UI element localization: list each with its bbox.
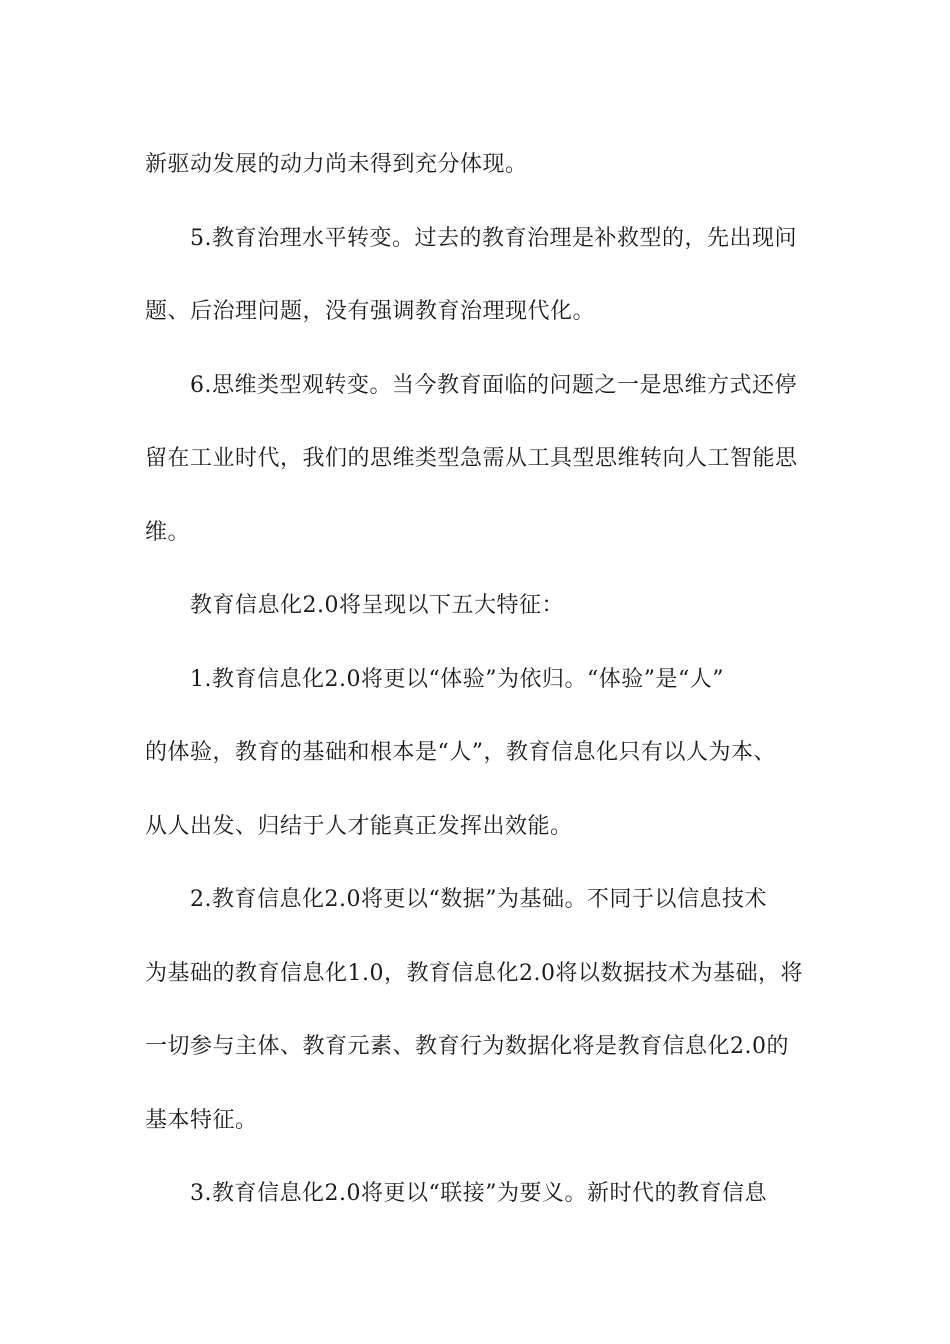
text-line: 为基础的教育信息化1.0，教育信息化2.0将以数据技术为基础，将 <box>145 960 803 986</box>
text-line: 3.教育信息化2.0将更以“联接”为要义。新时代的教育信息 <box>190 1181 767 1207</box>
text-line: 留在工业时代，我们的思维类型急需从工具型思维转向人工智能思 <box>145 446 798 472</box>
text-line: 从人出发、归结于人才能真正发挥出效能。 <box>145 813 573 839</box>
text-line: 6.思维类型观转变。当今教育面临的问题之一是思维方式还停 <box>190 372 797 398</box>
document-body <box>145 126 815 1229</box>
text-line: 5.教育治理水平转变。过去的教育治理是补救型的，先出现问 <box>190 225 797 251</box>
text-line: 1.教育信息化2.0将更以“体验”为依归。“体验”是“人” <box>190 666 724 692</box>
text-line: 基本特征。 <box>145 1107 258 1133</box>
text-line: 教育信息化2.0将呈现以下五大特征： <box>190 593 564 619</box>
text-line: 2.教育信息化2.0将更以“数据”为基础。不同于以信息技术 <box>190 887 767 913</box>
text-line: 新驱动发展的动力尚未得到充分体现。 <box>145 152 528 178</box>
text-line: 维。 <box>145 519 191 545</box>
text-line: 的体验，教育的基础和根本是“人”，教育信息化只有以人为本、 <box>145 740 776 766</box>
text-line: 题、后治理问题，没有强调教育治理现代化。 <box>145 299 596 325</box>
text-line: 一切参与主体、教育元素、教育行为数据化将是教育信息化2.0的 <box>145 1034 789 1060</box>
